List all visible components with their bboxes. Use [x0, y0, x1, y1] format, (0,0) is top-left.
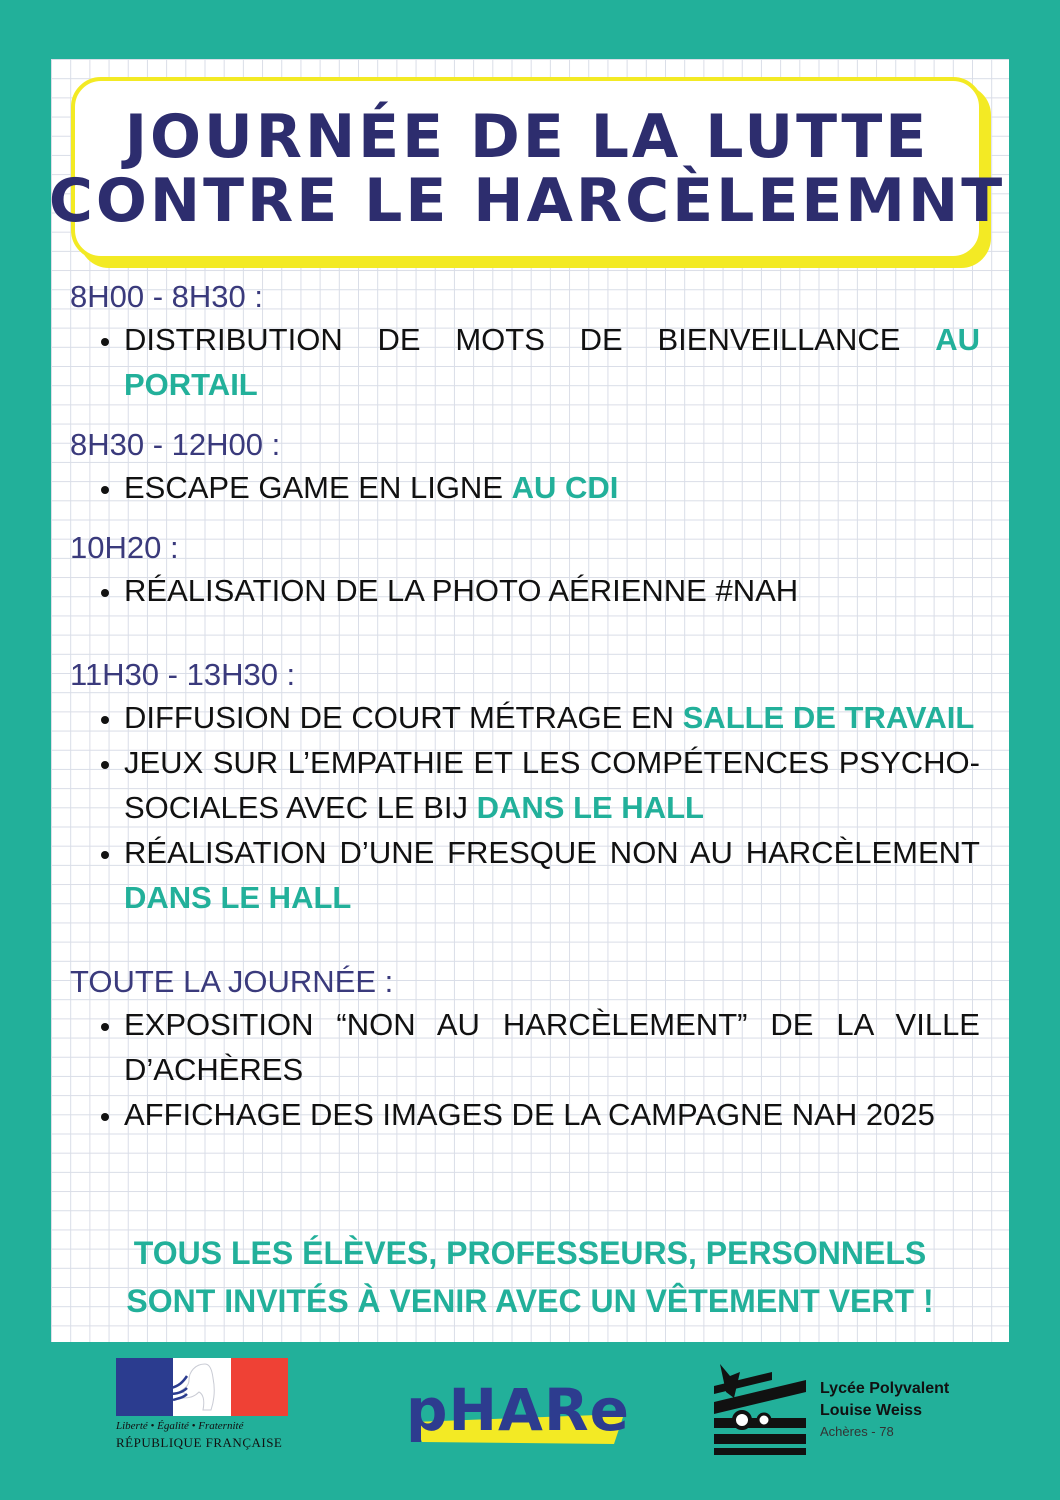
lycee-logo	[712, 1362, 1002, 1456]
schedule-section	[70, 528, 980, 613]
phare-logo	[402, 1372, 627, 1452]
activity-item: • AFFICHAGE DES IMAGES DE LA CAMPAGNE NAH 2025	[124, 1092, 980, 1137]
time-slot: 10H20 :	[70, 530, 179, 565]
lycee-text	[820, 1378, 949, 1442]
poster-sheet	[48, 59, 1009, 1342]
republique-motto: Liberté • Égalité • Fraternité	[116, 1420, 244, 1432]
activity-list	[70, 695, 980, 920]
activity-item: • DIFFUSION DE COURT MÉTRAGE EN SALLE DE TRAVAIL	[124, 695, 980, 740]
time-slot: 8H30 - 12H00 :	[70, 427, 281, 462]
lycee-emblem-icon	[712, 1362, 812, 1456]
lycee-name-line-2: Louise Weiss	[820, 1402, 922, 1419]
schedule-section	[70, 655, 980, 920]
phare-logo-graphic	[402, 1372, 627, 1452]
location-highlight: DANS LE HALL	[476, 790, 704, 825]
lycee-name-line-1: Lycée Polyvalent	[820, 1380, 950, 1397]
schedule-section	[70, 962, 980, 1137]
location-highlight: AU CDI	[511, 470, 619, 505]
marianne-icon	[116, 1358, 288, 1416]
republique-name: RÉPUBLIQUE FRANÇAISE	[116, 1435, 283, 1450]
time-slot: TOUTE LA JOURNÉE :	[70, 964, 394, 999]
activity-item: • ESCAPE GAME EN LIGNE AU CDI	[124, 465, 980, 510]
phare-wordmark: pHARe	[406, 1376, 627, 1444]
schedule-section	[70, 277, 980, 407]
schedule	[70, 277, 980, 1155]
republique-francaise-logo	[116, 1358, 292, 1451]
activity-list	[70, 1002, 980, 1137]
activity-item: • RÉALISATION DE LA PHOTO AÉRIENNE #NAH	[124, 568, 980, 613]
title-line-2: CONTRE LE HARCÈLEEMNT	[48, 165, 1006, 236]
lycee-location: Achères - 78	[820, 1424, 894, 1439]
green-clothing-message: TOUS LES ÉLÈVES, PROFESSEURS, PERSONNELS SONT INVITÉS À VENIR AVEC UN VÊTEMENT VERT !	[126, 1235, 934, 1319]
schedule-section	[70, 425, 980, 510]
title-banner	[48, 77, 1006, 260]
location-highlight: DANS LE HALL	[124, 880, 352, 915]
activity-item: • DISTRIBUTION DE MOTS DE BIENVEILLANCE AU PORTAIL	[124, 317, 980, 407]
activity-item: • JEUX SUR L’EMPATHIE ET LES COMPÉTENCES PSYCHO-SOCIALES AVEC LE BIJ DANS LE HALL	[124, 740, 980, 830]
activity-item: • RÉALISATION D’UNE FRESQUE NON AU HARCÈLEMENT DANS LE HALL	[124, 830, 980, 920]
time-slot: 11H30 - 13H30 :	[70, 657, 296, 692]
activity-list	[70, 317, 980, 407]
location-highlight: SALLE DE TRAVAIL	[682, 700, 975, 735]
location-highlight: AU PORTAIL	[124, 322, 980, 402]
activity-item: • EXPOSITION “NON AU HARCÈLEMENT” DE LA VILLE D’ACHÈRES	[124, 1002, 980, 1092]
activity-list	[70, 568, 980, 613]
time-slot: 8H00 - 8H30 :	[70, 279, 263, 314]
activity-list	[70, 465, 980, 510]
title-line-1: JOURNÉE DE LA LUTTE	[124, 101, 930, 172]
